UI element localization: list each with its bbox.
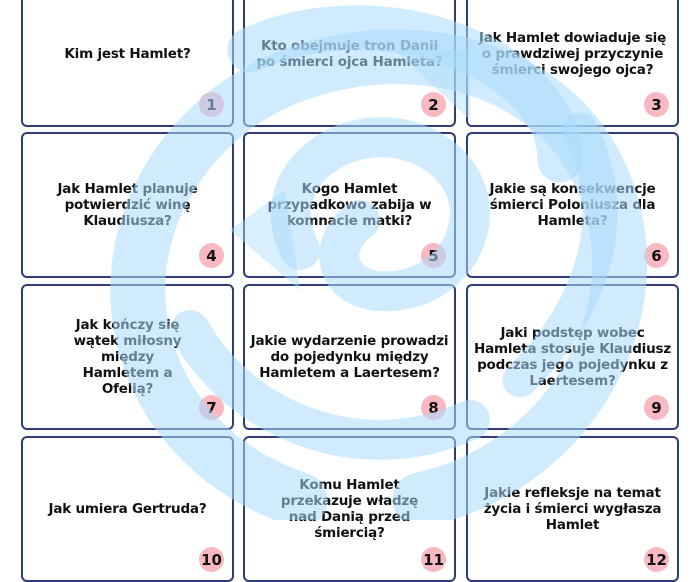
question-card-3[interactable] xyxy=(466,0,679,127)
question-card-4[interactable] xyxy=(21,132,234,278)
card-question: Kim jest Hamlet? xyxy=(64,46,191,62)
card-number-badge: 9 xyxy=(644,395,669,420)
card-number-badge: 2 xyxy=(421,92,446,117)
card-question: Komu Hamlet przekazuje władzę nad Danią przed śmiercią? xyxy=(280,477,419,541)
question-card-11[interactable] xyxy=(243,436,456,582)
card-number-badge: 5 xyxy=(421,243,446,268)
card-number-badge: 10 xyxy=(199,547,224,572)
question-card-10[interactable] xyxy=(21,436,234,582)
card-question: Kogo Hamlet przypadkowo zabija w komnacie matki? xyxy=(267,181,432,229)
card-number-badge: 4 xyxy=(199,243,224,268)
card-question: Jakie są konsekwencje śmierci Poloniusza dla Hamleta? xyxy=(489,181,656,229)
card-number-badge: 8 xyxy=(421,395,446,420)
card-number-badge: 1 xyxy=(199,92,224,117)
card-number-badge: 6 xyxy=(644,243,669,268)
question-card-12[interactable] xyxy=(466,436,679,582)
question-card-9[interactable] xyxy=(466,284,679,430)
card-question: Jak Hamlet dowiaduje się o prawdziwej przyczynie śmierci swojego ojca? xyxy=(478,30,667,78)
question-card-6[interactable] xyxy=(466,132,679,278)
card-number-badge: 3 xyxy=(644,92,669,117)
card-question: Jak umiera Gertruda? xyxy=(48,501,207,517)
card-question: Jak kończy się wątek miłosny między Hamletem a Ofelią? xyxy=(73,317,182,397)
card-question: Kto obejmuje tron Danii po śmierci ojca Hamleta? xyxy=(256,38,443,70)
card-number-badge: 7 xyxy=(199,395,224,420)
question-card-5[interactable] xyxy=(243,132,456,278)
question-card-2[interactable] xyxy=(243,0,456,127)
question-card-1[interactable] xyxy=(21,0,234,127)
card-number-badge: 11 xyxy=(421,547,446,572)
card-question: Jakie refleksje na temat życia i śmierci wygłasza Hamlet xyxy=(483,485,662,533)
question-card-7[interactable] xyxy=(21,284,234,430)
question-card-8[interactable] xyxy=(243,284,456,430)
card-question: Jaki podstęp wobec Hamleta stosuje Klaudiusz podczas jego pojedynku z Laertesem? xyxy=(473,325,672,389)
card-question: Jak Hamlet planuje potwierdzić winę Klaudiusza? xyxy=(57,181,198,229)
card-question: Jakie wydarzenie prowadzi do pojedynku między Hamletem a Laertesem? xyxy=(250,333,449,381)
card-number-badge: 12 xyxy=(644,547,669,572)
